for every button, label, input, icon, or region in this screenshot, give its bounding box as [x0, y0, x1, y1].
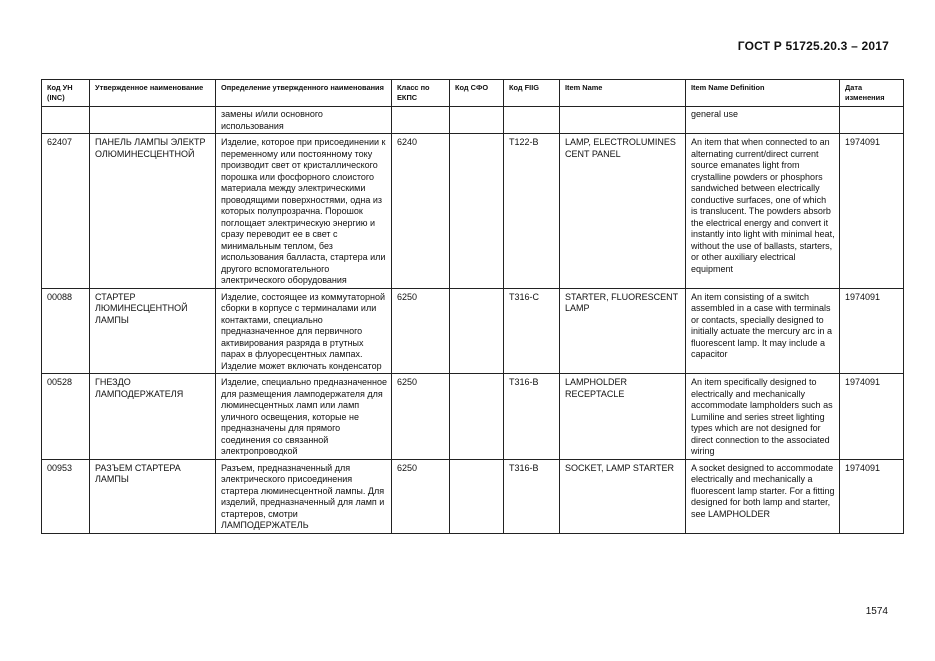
cell-class-ekps: 6250	[392, 374, 450, 460]
cell-change-date: 1974091	[840, 374, 904, 460]
table-header-row	[42, 80, 904, 107]
cell-empty	[392, 107, 450, 134]
header-item-name: Item Name	[560, 80, 686, 107]
cell-definition-continued: замены и/или основного использования	[216, 107, 392, 134]
page-number: 1574	[865, 606, 888, 617]
cell-empty	[90, 107, 216, 134]
cell-code-sfo	[450, 134, 504, 289]
cell-item-definition-continued: general use	[686, 107, 840, 134]
cell-approved-name: ГНЕЗДО ЛАМПОДЕРЖАТЕЛЯ	[90, 374, 216, 460]
cell-definition: Изделие, которое при присоединении к переменному или постоянному току производит свет от кристаллического порошка или фосфорного слоистого материала между электрическими проводящими поверхностями, одна из которых полупрозрачна. Порошок поглощает электрическую энергию и сразу переводит ее в свет с минимальным теплом, без использования балласта, стартера или другого вспомогательного электрического оборудования	[216, 134, 392, 289]
cell-empty	[450, 107, 504, 134]
cell-code-un: 62407	[42, 134, 90, 289]
cell-change-date: 1974091	[840, 288, 904, 374]
cell-class-ekps: 6250	[392, 459, 450, 533]
cell-change-date: 1974091	[840, 459, 904, 533]
cell-class-ekps: 6250	[392, 288, 450, 374]
table-row-continuation	[42, 107, 904, 134]
cell-code-un: 00953	[42, 459, 90, 533]
header-definition: Определение утвержденного наименования	[216, 80, 392, 107]
table-row	[42, 288, 904, 374]
cell-empty	[42, 107, 90, 134]
cell-item-definition: An item specifically designed to electrically and mechanically accommodate lampholders such as Lumiline and series street lighting types which are not designed for direct connection to the associated wiring	[686, 374, 840, 460]
cell-item-definition: An item that when connected to an alternating current/direct current source emanates light from crystalline powders or phosphors sandwiched between electrically conductive surfaces, one of which is translucent. The powders absorb the electrical energy and convert it instantly into light with minimal heat, without the use of ballasts, starters, or other auxiliary electrical equipment	[686, 134, 840, 289]
cell-code-un: 00088	[42, 288, 90, 374]
cell-code-fiig: T122-B	[504, 134, 560, 289]
cell-item-definition: A socket designed to accommodate electrically and mechanically a fluorescent lamp starter. For a fitting designed for both lamp and starter, see LAMPHOLDER	[686, 459, 840, 533]
header-class-ekps: Класс по ЕКПС	[392, 80, 450, 107]
cell-item-name: SOCKET, LAMP STARTER	[560, 459, 686, 533]
cell-empty	[504, 107, 560, 134]
cell-code-fiig: T316-B	[504, 374, 560, 460]
cell-code-sfo	[450, 288, 504, 374]
cell-item-name: STARTER, FLUORESCENT LAMP	[560, 288, 686, 374]
cell-code-sfo	[450, 459, 504, 533]
cell-code-fiig: T316-B	[504, 459, 560, 533]
cell-code-sfo	[450, 374, 504, 460]
document-standard-number: ГОСТ Р 51725.20.3 – 2017	[737, 39, 889, 53]
cell-empty	[840, 107, 904, 134]
cell-definition: Изделие, состоящее из коммутаторной сборки в корпусе с терминалами или контактами, специально предназначенное для первичного активирования разряда в ртутных парах в флуоресцентных лампах. Изделие может включать конденсатор	[216, 288, 392, 374]
cell-approved-name: СТАРТЕР ЛЮМИНЕСЦЕНТНОЙ ЛАМПЫ	[90, 288, 216, 374]
cell-empty	[560, 107, 686, 134]
cell-approved-name: РАЗЪЕМ СТАРТЕРА ЛАМПЫ	[90, 459, 216, 533]
header-code-fiig: Код FIIG	[504, 80, 560, 107]
table-row	[42, 374, 904, 460]
cell-definition: Изделие, специально предназначенное для размещения ламподержателя для люминесцентных ламп или ламп уличного освещения, которые не предназначены для прямого соединения со связанной электропроводкой	[216, 374, 392, 460]
cell-change-date: 1974091	[840, 134, 904, 289]
cell-item-name: LAMP, ELECTROLUMINESCENT PANEL	[560, 134, 686, 289]
header-code-sfo: Код СФО	[450, 80, 504, 107]
table-row	[42, 459, 904, 533]
cell-definition: Разъем, предназначенный для электрического присоединения стартера люминесцентной лампы. Для изделий, предназначенный для ламп и стартеров, смотри ЛАМПОДЕРЖАТЕЛЬ	[216, 459, 392, 533]
cell-code-fiig: T316-C	[504, 288, 560, 374]
table-row	[42, 134, 904, 289]
header-approved-name: Утвержденное наименование	[90, 80, 216, 107]
item-catalog-table	[41, 79, 904, 534]
cell-code-un: 00528	[42, 374, 90, 460]
cell-approved-name: ПАНЕЛЬ ЛАМПЫ ЭЛЕКТРОЛЮМИНЕСЦЕНТНОЙ	[90, 134, 216, 289]
cell-item-name: LAMPHOLDER RECEPTACLE	[560, 374, 686, 460]
cell-class-ekps: 6240	[392, 134, 450, 289]
header-code-un: Код УН (INC)	[42, 80, 90, 107]
cell-item-definition: An item consisting of a switch assembled in a case with terminals or contacts, specially designed to initially actuate the mercury arc in a fluorescent lamp. It may include a capacitor	[686, 288, 840, 374]
header-change-date: Дата изменения	[840, 80, 904, 107]
header-item-definition: Item Name Definition	[686, 80, 840, 107]
